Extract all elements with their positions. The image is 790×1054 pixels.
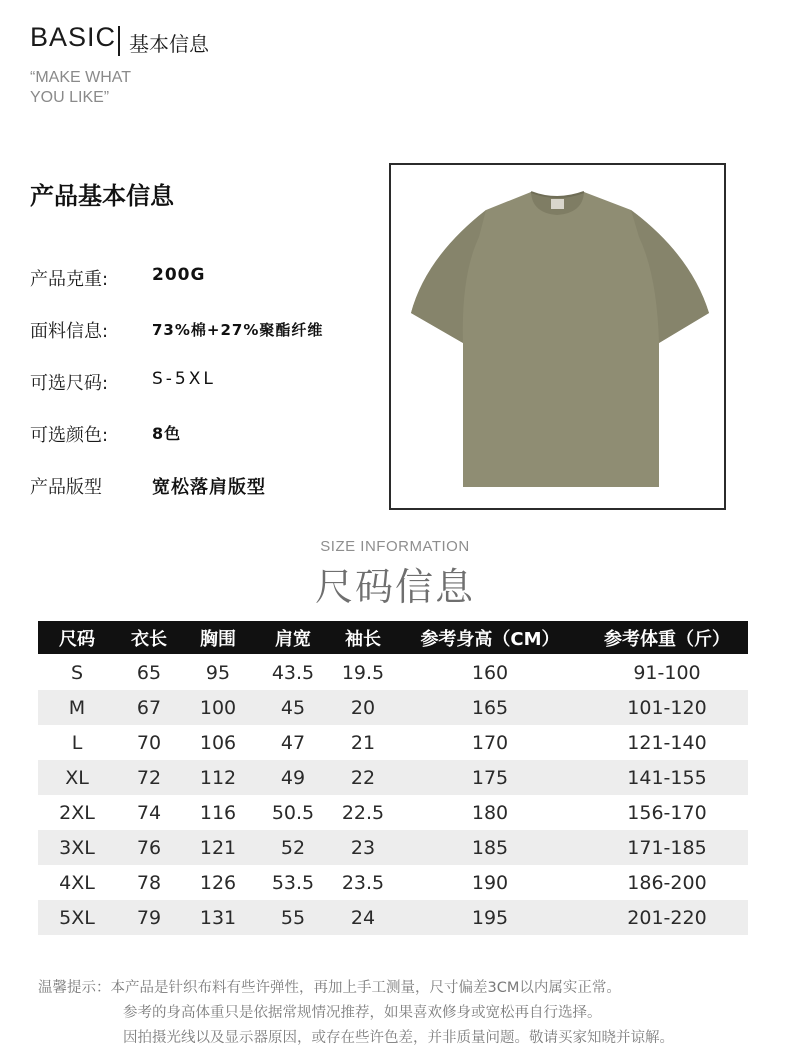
note-line-3: 因拍摄光线以及显示器原因，或存在些许色差，并非质量问题。敬请买家知晓并谅解。 bbox=[123, 1030, 674, 1046]
size-info-title-cn: 尺码信息 bbox=[314, 565, 475, 609]
cell-size: M bbox=[68, 696, 86, 719]
cell-sleeve: 22 bbox=[350, 766, 376, 789]
cell-chest: 131 bbox=[199, 906, 237, 929]
cell-height: 180 bbox=[471, 801, 509, 824]
slogan-line-2: YOU LIKE” bbox=[30, 89, 110, 106]
cell-chest: 126 bbox=[199, 871, 237, 894]
cell-size: L bbox=[71, 731, 83, 754]
cell-height: 170 bbox=[471, 731, 509, 754]
cell-chest: 112 bbox=[199, 766, 237, 789]
note-line-2: 参考的身高体重只是依据常规情况推荐，如果喜欢修身或宽松再自行选择。 bbox=[123, 1005, 602, 1021]
cell-size: 2XL bbox=[59, 801, 95, 824]
cell-sleeve: 23 bbox=[350, 836, 376, 859]
cell-weight: 186-200 bbox=[627, 871, 707, 894]
cell-shoulder: 50.5 bbox=[271, 801, 315, 824]
slogan bbox=[30, 68, 131, 108]
cell-shoulder: 49 bbox=[280, 766, 306, 789]
tshirt-image bbox=[391, 165, 724, 508]
cell-size: 4XL bbox=[59, 871, 95, 894]
info-value: 73%棉+27%聚酯纤维 bbox=[152, 321, 324, 339]
table-row bbox=[38, 655, 748, 690]
cell-chest: 121 bbox=[199, 836, 237, 859]
cell-chest: 100 bbox=[199, 696, 237, 719]
cell-height: 190 bbox=[471, 871, 509, 894]
cell-chest: 116 bbox=[199, 801, 237, 824]
cell-length: 67 bbox=[136, 696, 162, 719]
table-row bbox=[38, 865, 748, 900]
cell-chest: 95 bbox=[205, 661, 231, 684]
cell-size: 5XL bbox=[59, 906, 95, 929]
cell-height: 185 bbox=[471, 836, 509, 859]
cell-shoulder: 53.5 bbox=[271, 871, 315, 894]
table-row bbox=[38, 900, 748, 935]
cell-length: 78 bbox=[136, 871, 162, 894]
info-label: 产品版型 bbox=[30, 477, 102, 498]
cell-weight: 101-120 bbox=[627, 696, 707, 719]
header-cell: 参考体重（斤） bbox=[604, 628, 730, 650]
cell-height: 165 bbox=[471, 696, 509, 719]
table-row bbox=[38, 795, 748, 830]
cell-weight: 171-185 bbox=[627, 836, 707, 859]
cell-shoulder: 47 bbox=[280, 731, 306, 754]
cell-size: 3XL bbox=[59, 836, 95, 859]
product-info-title: 产品基本信息 bbox=[30, 182, 174, 210]
info-value: S-5XL bbox=[152, 369, 216, 389]
header-cell: 衣长 bbox=[131, 628, 167, 650]
header-cell: 肩宽 bbox=[275, 628, 311, 650]
table-row bbox=[38, 725, 748, 760]
table-row bbox=[38, 690, 748, 725]
cell-weight: 141-155 bbox=[627, 766, 707, 789]
header-cell: 胸围 bbox=[200, 628, 236, 650]
cell-height: 195 bbox=[471, 906, 509, 929]
cell-length: 74 bbox=[136, 801, 162, 824]
cell-length: 65 bbox=[136, 661, 162, 684]
brand-divider bbox=[118, 26, 120, 56]
brand-subtitle: 基本信息 bbox=[129, 32, 209, 56]
cell-shoulder: 43.5 bbox=[271, 661, 315, 684]
info-label: 可选颜色: bbox=[30, 425, 109, 446]
cell-shoulder: 52 bbox=[280, 836, 306, 859]
header-cell: 袖长 bbox=[345, 628, 381, 650]
cell-weight: 156-170 bbox=[627, 801, 707, 824]
cell-weight: 91-100 bbox=[633, 661, 701, 684]
note-line-1: 温馨提示：本产品是针织布料有些许弹性，再加上手工测量，尺寸偏差3CM以内属实正常。 bbox=[38, 980, 621, 996]
info-label: 可选尺码: bbox=[30, 373, 109, 394]
cell-height: 175 bbox=[471, 766, 509, 789]
header-cell: 尺码 bbox=[59, 628, 95, 650]
product-image-frame bbox=[389, 163, 726, 510]
cell-shoulder: 45 bbox=[280, 696, 306, 719]
slogan-line-1: “MAKE WHAT bbox=[30, 69, 132, 86]
cell-weight: 121-140 bbox=[627, 731, 707, 754]
cell-length: 72 bbox=[136, 766, 162, 789]
cell-sleeve: 20 bbox=[350, 696, 376, 719]
cell-shoulder: 55 bbox=[280, 906, 306, 929]
cell-sleeve: 24 bbox=[350, 906, 376, 929]
cell-length: 76 bbox=[136, 836, 162, 859]
cell-sleeve: 19.5 bbox=[341, 661, 385, 684]
info-label: 产品克重: bbox=[30, 269, 109, 290]
cell-height: 160 bbox=[471, 661, 509, 684]
info-value: 200G bbox=[152, 265, 206, 285]
cell-sleeve: 23.5 bbox=[341, 871, 385, 894]
cell-chest: 106 bbox=[199, 731, 237, 754]
table-row bbox=[38, 760, 748, 795]
info-value: 宽松落肩版型 bbox=[152, 477, 266, 498]
size-info-title-en: SIZE INFORMATION bbox=[320, 538, 470, 555]
cell-sleeve: 22.5 bbox=[341, 801, 385, 824]
cell-size: S bbox=[70, 661, 84, 684]
cell-sleeve: 21 bbox=[350, 731, 376, 754]
header-cell: 参考身高（CM） bbox=[420, 628, 560, 650]
cell-length: 70 bbox=[136, 731, 162, 754]
info-label: 面料信息: bbox=[30, 321, 109, 342]
cell-length: 79 bbox=[136, 906, 162, 929]
cell-size: XL bbox=[65, 766, 89, 789]
info-value: 8色 bbox=[152, 424, 182, 443]
cell-weight: 201-220 bbox=[627, 906, 707, 929]
size-table-header bbox=[38, 621, 748, 654]
tshirt-label bbox=[551, 199, 564, 209]
table-row bbox=[38, 830, 748, 865]
brand-title: BASIC bbox=[30, 22, 117, 52]
